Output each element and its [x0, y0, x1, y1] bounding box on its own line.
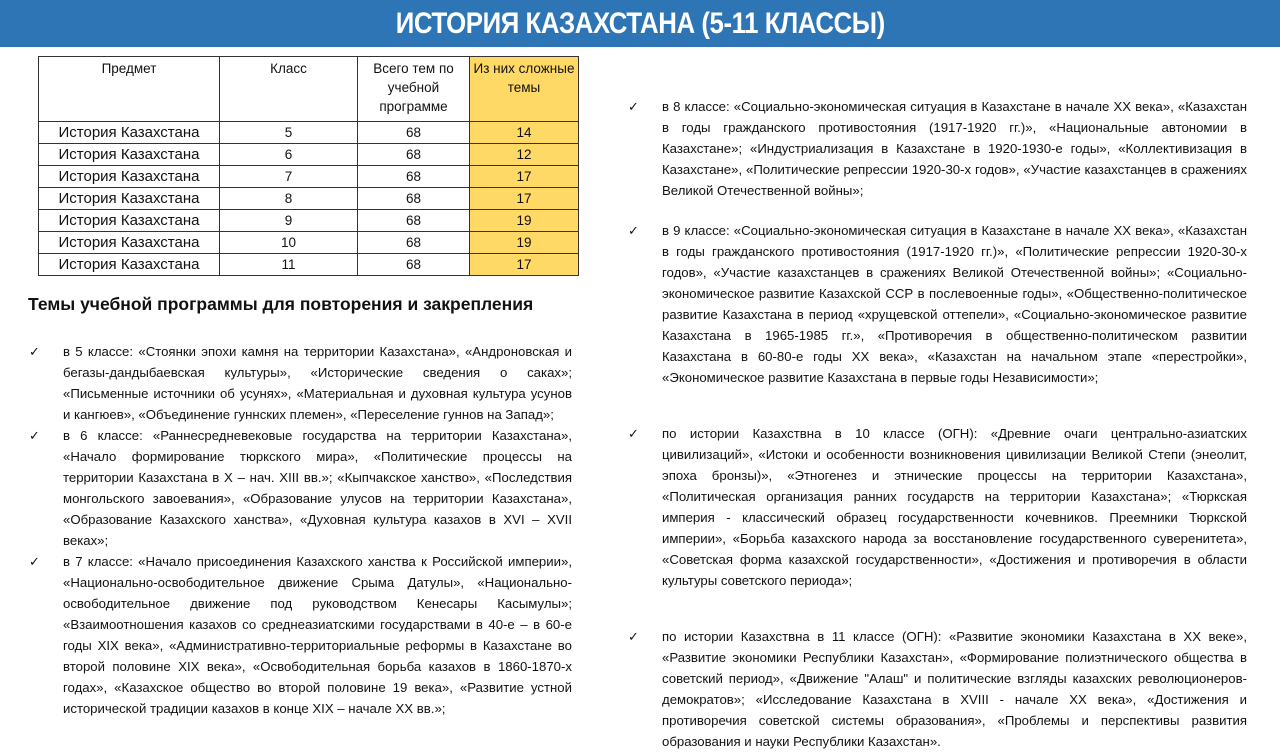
table-row — [39, 210, 579, 232]
cell-grade: 5 — [220, 122, 358, 144]
cell-hard: 17 — [470, 188, 579, 210]
list-item-text: в 5 классе: «Стоянки эпохи камня на территории Казахстана», «Андроновская и бегазы-дандыбаевская культуры», «Исторические сведения о саках»; «Письменные источники об усунях», «Материальная и духовная культура усунов и кангюев», «Объединение гуннских племен», «Переселение гуннов на Запад»; — [63, 344, 572, 422]
table-row — [39, 122, 579, 144]
list-item-text: в 6 классе: «Раннесредневековые государства на территории Казахстана», «Начало формирование тюркского мира», «Политические процессы на территории Казахстана в X – нач. XIII вв.»; «Кыпчакское ханство», «Последствия монгольского завоевания», «Образование улусов на территории Казахстана», «Образование Казахского ханства», «Духовная культура казахов в XVI – XVII веках»; — [63, 428, 572, 548]
col-header-grade: Класс — [220, 57, 358, 122]
title-banner — [0, 0, 1280, 47]
cell-subject: История Казахстана — [39, 210, 220, 232]
table-row — [39, 188, 579, 210]
checkmark-icon: ✓ — [628, 629, 639, 644]
col-header-hard: Из них сложные темы — [470, 57, 579, 122]
list-item-grade-7 — [29, 551, 572, 719]
cell-hard: 19 — [470, 232, 579, 254]
cell-hard: 12 — [470, 144, 579, 166]
cell-total: 68 — [358, 122, 470, 144]
list-item-grade-5 — [29, 341, 572, 425]
list-item-text: в 8 классе: «Социально-экономическая ситуация в Казахстане в начале XX века», «Казахстан в годы гражданского противостояния (1917-1920 гг.)», «Национальные автономии в Казахстане»; «Индустриализация в Казахстане в 1920-1930-е годы», «Коллективизация в Казахстане», «Политические репрессии 1920-30-х годов», «Участие казахстанцев в сражениях Великой Отечественной войны»; — [662, 99, 1247, 198]
col-header-total: Всего тем по учебной программе — [358, 57, 470, 122]
col-header-subject: Предмет — [39, 57, 220, 122]
cell-total: 68 — [358, 144, 470, 166]
list-item-grade-8 — [628, 96, 1247, 201]
page-title: ИСТОРИЯ КАЗАХСТАНА (5-11 КЛАССЫ) — [395, 6, 885, 40]
cell-hard: 19 — [470, 210, 579, 232]
list-item-text: в 7 классе: «Начало присоединения Казахского ханства к Российской империи», «Национально-освободительное движение Срыма Датулы», «Национально-освободительное движение под руководством Кенесары Касымулы»; «Взаимоотношения казахов со среднеазиатскими государствами в 40-е – в 60-е годы XIX века», «Административно-территориальные реформы в Казахстане во второй половине XIX века», «Освободительная борьба казахов в 1860-1870-х годах», «Казахское общество во второй половине 19 века», «Развитие устной исторической традиции казахов в конце XIX – начале XX вв.»; — [63, 554, 572, 716]
cell-total: 68 — [358, 254, 470, 276]
list-item-grade-6 — [29, 425, 572, 551]
cell-total: 68 — [358, 232, 470, 254]
table-row — [39, 254, 579, 276]
list-item-text: в 9 классе: «Социально-экономическая ситуация в Казахстане в начале XX века», «Казахстан в годы гражданского противостояния (1917-1920 гг.)», «Политические репрессии 1920-30-х годов», «Участие казахстанцев в сражениях Великой Отечественной войны»; «Социально-экономическое развитие Казахской ССР в послевоенные годы», «Общественно-политическое развитие Казахстана в период «хрущевской оттепели», «Социально-экономическое развитие Казахстана в 1965-1985 гг.», «Противоречия в общественно-политическом развитии Казахстана в 60-80-е годы XX века», «Казахстан на начальном этапе «перестройки», «Экономическое развитие Казахстана в первые годы Независимости»; — [662, 223, 1247, 385]
checkmark-icon: ✓ — [628, 426, 639, 441]
right-topics-list — [628, 96, 1247, 752]
list-item-text: по истории Казахствна в 10 классе (ОГН): «Древние очаги центрально-азиатских цивилизаций», «Истоки и особенности возникновения цивилизации Великой Степи (энеолит, эпоха бронзы)», «Этногенез и этнические процессы на территории Казахстана», «Политическая организация ранних государств на территории Казахстана»; «Тюркская империя - классический образец государственности кочевников. Преемники Тюркской империи», «Борьба казахского народа за восстановление государственного суверенитета», «Советская форма казахской государственности», «Достижения и противоречия в области культуры советского периода»; — [662, 426, 1247, 588]
cell-subject: История Казахстана — [39, 166, 220, 188]
cell-hard: 14 — [470, 122, 579, 144]
checkmark-icon: ✓ — [29, 344, 40, 359]
topics-table — [38, 56, 579, 276]
checkmark-icon: ✓ — [29, 554, 40, 569]
cell-hard: 17 — [470, 166, 579, 188]
cell-subject: История Казахстана — [39, 122, 220, 144]
cell-subject: История Казахстана — [39, 144, 220, 166]
cell-subject: История Казахстана — [39, 188, 220, 210]
cell-total: 68 — [358, 166, 470, 188]
checkmark-icon: ✓ — [628, 223, 639, 238]
cell-grade: 8 — [220, 188, 358, 210]
list-item-grade-9 — [628, 220, 1247, 388]
cell-grade: 11 — [220, 254, 358, 276]
section-title: Темы учебной программы для повторения и закрепления — [28, 294, 534, 314]
list-item-grade-11 — [628, 626, 1247, 752]
list-item-text: по истории Казахствна в 11 классе (ОГН): «Развитие экономики Казахстана в XX веке», «Развитие экономики Республики Казахстан», «Формирование полиэтнического общества в советский период», «Движение "Алаш" и политические взгляды казахских революционеров-демократов»; «Исследование Казахстана в XVIII - начале XX века», «Достижения и противоречия советской системы образования», «Проблемы и перспективы развития образования и науки Республики Казахстан». — [662, 629, 1247, 749]
cell-total: 68 — [358, 210, 470, 232]
cell-hard: 17 — [470, 254, 579, 276]
cell-grade: 7 — [220, 166, 358, 188]
left-topics-list — [29, 341, 572, 719]
cell-grade: 10 — [220, 232, 358, 254]
cell-grade: 6 — [220, 144, 358, 166]
table-row — [39, 232, 579, 254]
table-row — [39, 166, 579, 188]
cell-total: 68 — [358, 188, 470, 210]
cell-grade: 9 — [220, 210, 358, 232]
list-item-grade-10 — [628, 423, 1247, 591]
table-header-row — [39, 57, 579, 122]
checkmark-icon: ✓ — [628, 99, 639, 114]
table-row — [39, 144, 579, 166]
checkmark-icon: ✓ — [29, 428, 40, 443]
cell-subject: История Казахстана — [39, 232, 220, 254]
cell-subject: История Казахстана — [39, 254, 220, 276]
